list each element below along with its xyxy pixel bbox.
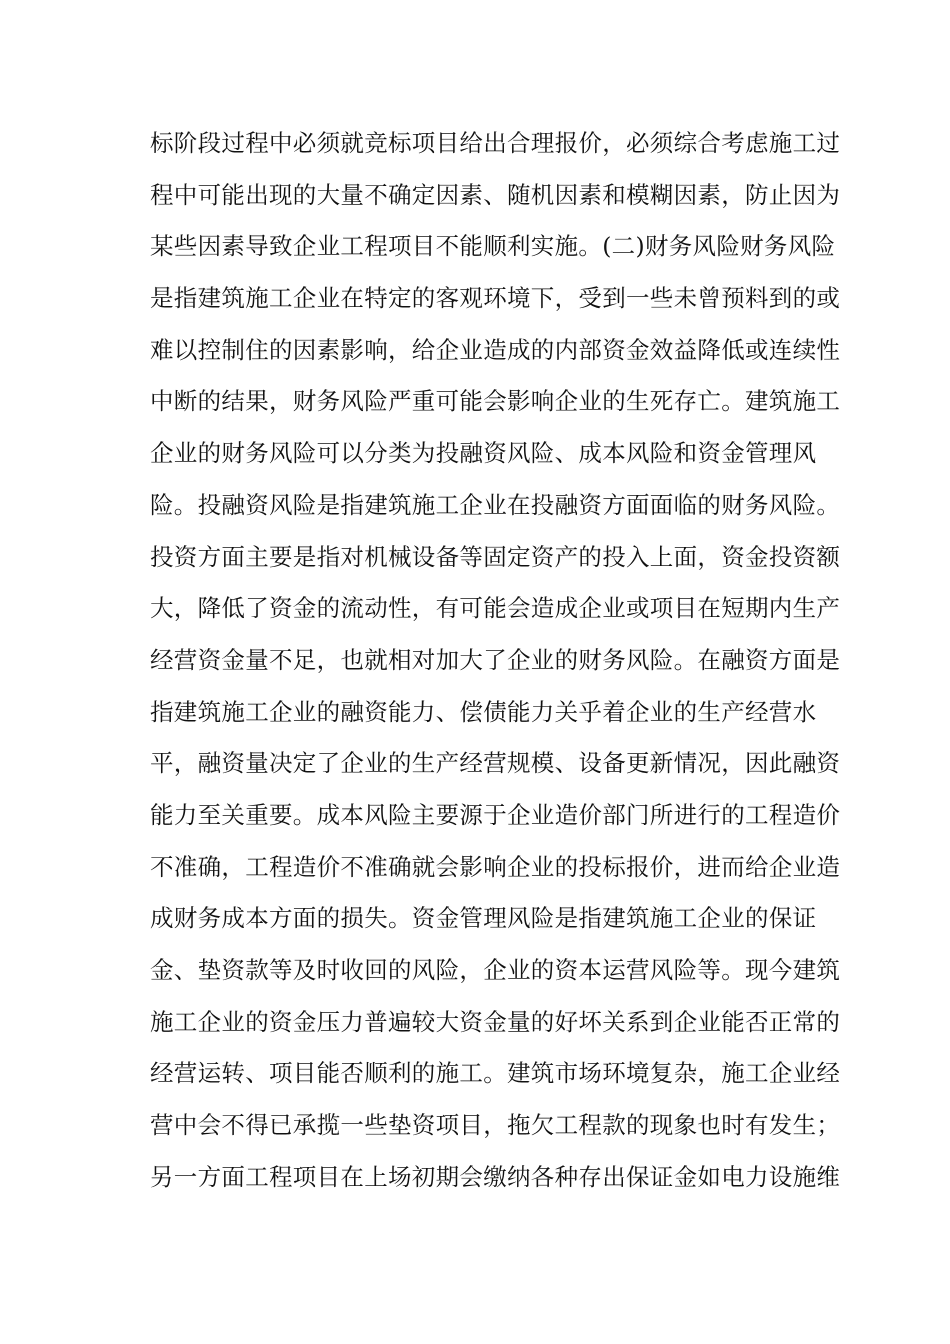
text-line: 难以控制住的因素影响，给企业造成的内部资金效益降低或连续性	[150, 335, 841, 364]
text-line: 金、垫资款等及时收回的风险，企业的资本运营风险等。现今建筑	[150, 956, 841, 984]
body-text	[150, 118, 841, 1203]
text-line: 不准确，工程造价不准确就会影响企业的投标报价，进而给企业造	[150, 852, 841, 881]
text-line: 指建筑施工企业的融资能力、偿债能力关乎着企业的生产经营水	[150, 697, 817, 726]
text-line: 平，融资量决定了企业的生产经营规模、设备更新情况，因此融资	[150, 749, 841, 778]
text-line: 能力至关重要。成本风险主要源于企业造价部门所进行的工程造价	[150, 800, 841, 829]
text-line: 投资方面主要是指对机械设备等固定资产的投入上面，资金投资额	[150, 542, 841, 571]
text-line: 大，降低了资金的流动性，有可能会造成企业或项目在短期内生产	[150, 594, 841, 623]
text-line: 中断的结果，财务风险严重可能会影响企业的生死存亡。建筑施工	[150, 387, 841, 416]
text-line: 某些因素导致企业工程项目不能顺利实施。(二)财务风险财务风险	[150, 232, 836, 261]
text-line: 经营资金量不足，也就相对加大了企业的财务风险。在融资方面是	[150, 645, 841, 674]
text-line: 是指建筑施工企业在特定的客观环境下，受到一些未曾预料到的或	[150, 284, 841, 313]
text-line: 程中可能出现的大量不确定因素、随机因素和模糊因素，防止因为	[150, 180, 841, 209]
text-line: 另一方面工程项目在上场初期会缴纳各种存出保证金如电力设施维	[150, 1162, 841, 1191]
text-line: 企业的财务风险可以分类为投融资风险、成本风险和资金管理风	[150, 439, 817, 468]
text-line: 标阶段过程中必须就竞标项目给出合理报价，必须综合考虑施工过	[150, 129, 841, 157]
text-line: 营中会不得已承揽一些垫资项目，拖欠工程款的现象也时有发生；	[150, 1111, 841, 1140]
text-line: 施工企业的资金压力普遍较大资金量的好坏关系到企业能否正常的	[150, 1007, 841, 1036]
text-line: 经营运转、项目能否顺利的施工。建筑市场环境复杂，施工企业经	[150, 1059, 841, 1088]
text-line: 险。投融资风险是指建筑施工企业在投融资方面面临的财务风险。	[150, 490, 841, 519]
text-line: 成财务成本方面的损失。资金管理风险是指建筑施工企业的保证	[150, 904, 817, 933]
